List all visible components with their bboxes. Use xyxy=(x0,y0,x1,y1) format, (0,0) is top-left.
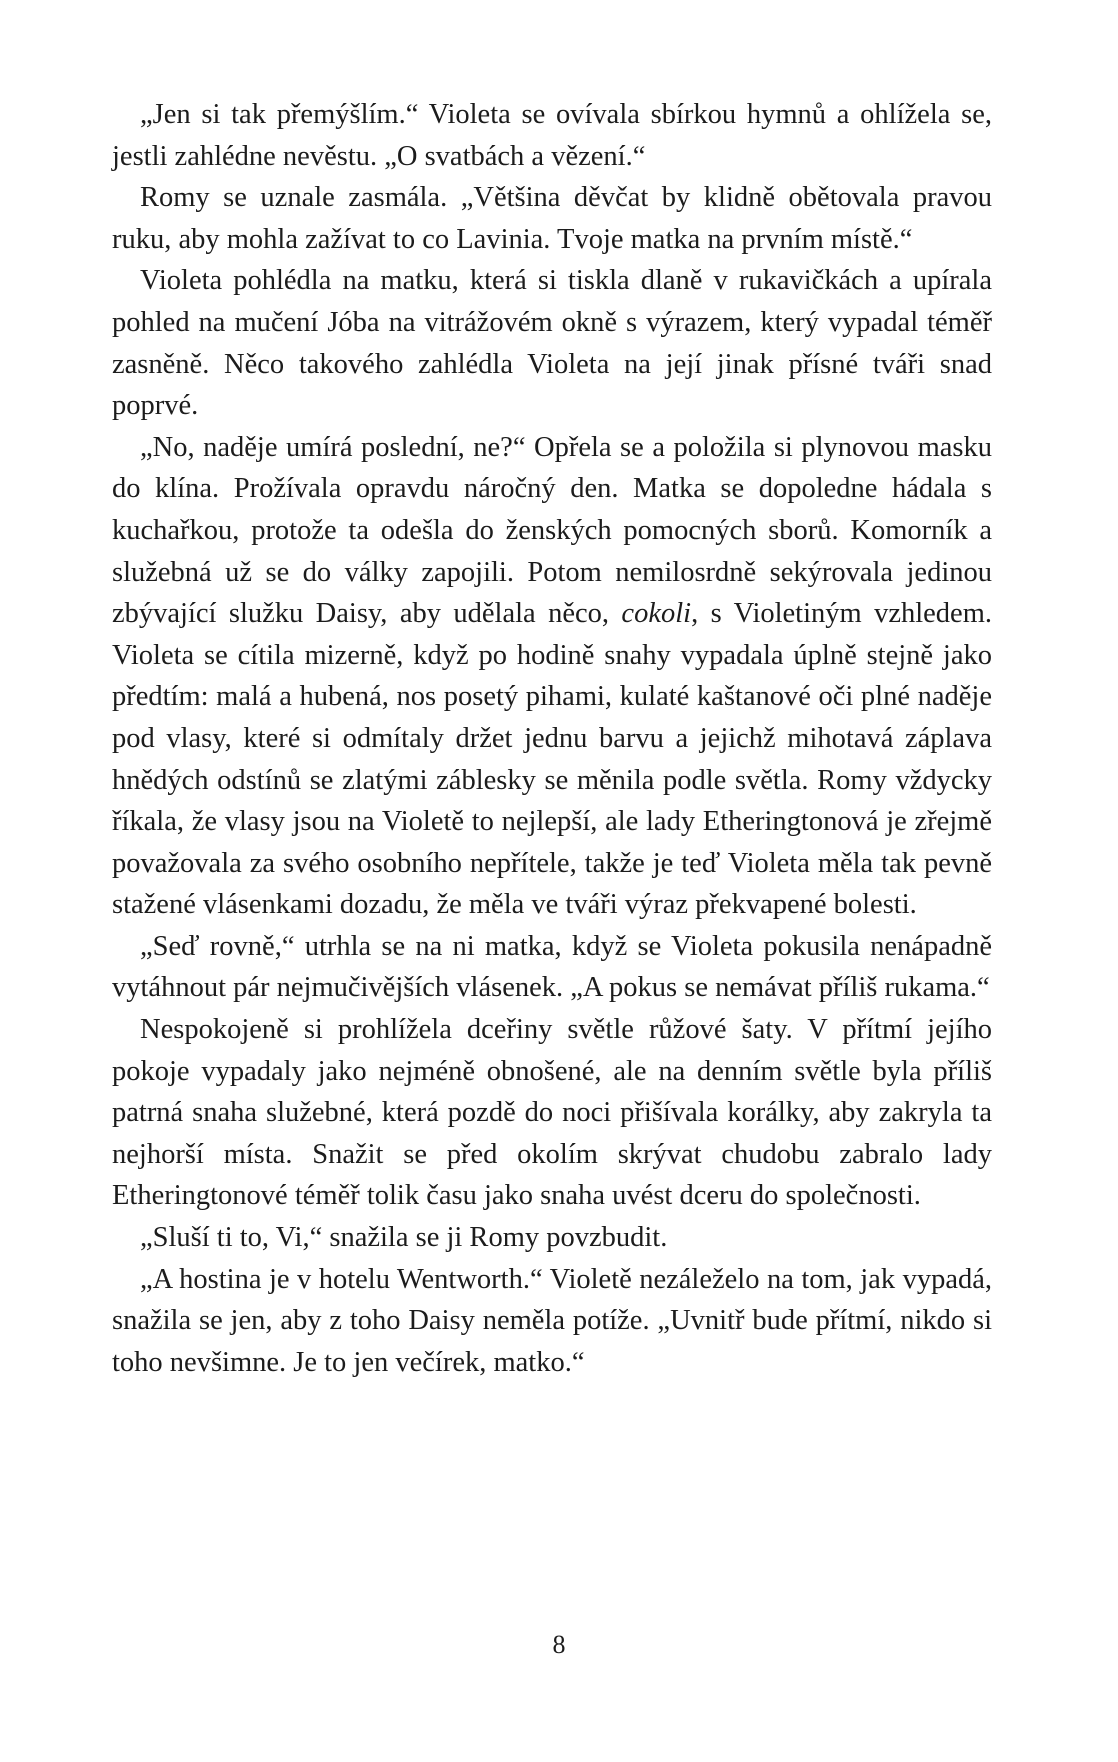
body-text xyxy=(112,94,992,1383)
paragraph: Nespokojeně si prohlížela dceřiny světle růžové šaty. V přítmí jejího pokoje vypadaly jako nejméně obnošené, ale na denním světle byla příliš patrná snaha služebné, která pozdě do noci přišívala korálky, aby zakryla ta nejhorší místa. Snažit se před okolím skrývat chudobu zabralo lady Etheringtonové téměř tolik času jako snaha uvést dceru do společnosti. xyxy=(112,1014,992,1212)
paragraph: Romy se uznale zasmála. „Většina děvčat by klidně obětovala pravou ruku, aby mohla zažívat to co Lavinia. Tvoje matka na prvním místě.“ xyxy=(112,182,992,255)
paragraph: Violeta pohlédla na matku, která si tiskla dlaně v rukavičkách a upírala pohled na mučení Jóba na vitrážovém okně s výrazem, který vypadal téměř zasněně. Něco takového zahlédla Violeta na její jinak přísné tváři snad poprvé. xyxy=(112,265,992,422)
paragraph: „Seď rovně,“ utrhla se na ni matka, když se Violeta pokusila nenápadně vytáhnout pár nejmučivějších vlásenek. „A pokus se nemávat příliš rukama.“ xyxy=(112,930,992,1004)
paragraph xyxy=(112,427,992,926)
paragraph-text: , s Violetiným vzhledem. Violeta se cítila mizerně, když po hodině snahy vypadala úplně stejně jako předtím: malá a hubená, nos posetý pihami, kulaté kaštanové oči plné naděje pod vlasy, které si odmítaly držet jednu barvu a jejichž mihotavá záplava hnědých odstínů se zlatými záblesky se měnila podle světla. Romy vždycky říkala, že vlasy jsou na Violetě to nejlepší, ale lady Etheringtonová je zřejmě považovala za svého osobního nepřítele, takže je teď Violeta měla tak pevně stažené vlásenkami dozadu, že měla ve tváři výraz překvapené bolesti. xyxy=(112,598,992,921)
italic-word: cokoli xyxy=(621,598,692,630)
page-number: 8 xyxy=(552,1630,566,1659)
paragraph-text: „No, naděje umírá poslední, ne?“ Opřela se a položila si plynovou masku do klína. Prožívala opravdu náročný den. Matka se dopoledne hádala s kuchařkou, protože ta odešla do ženských pomocných sborů. Komorník a služebná už se do války zapojili. Potom nemilosrdně sekýrovala jedinou zbývající služku Daisy, aby udělala něco, xyxy=(112,431,992,630)
paragraph: „A hostina je v hotelu Wentworth.“ Violetě nezáleželo na tom, jak vypadá, snažila se jen, aby z toho Daisy neměla potíže. „Uvnitř bude přítmí, nikdo si toho nevšimne. Je to jen večírek, matko.“ xyxy=(112,1263,992,1378)
paragraph: „Jen si tak přemýšlím.“ Violeta se ovívala sbírkou hymnů a ohlížela se, jestli zahlédne nevěstu. „O svatbách a vězení.“ xyxy=(112,99,992,172)
paragraph: „Sluší ti to, Vi,“ snažila se ji Romy povzbudit. xyxy=(140,1222,668,1254)
